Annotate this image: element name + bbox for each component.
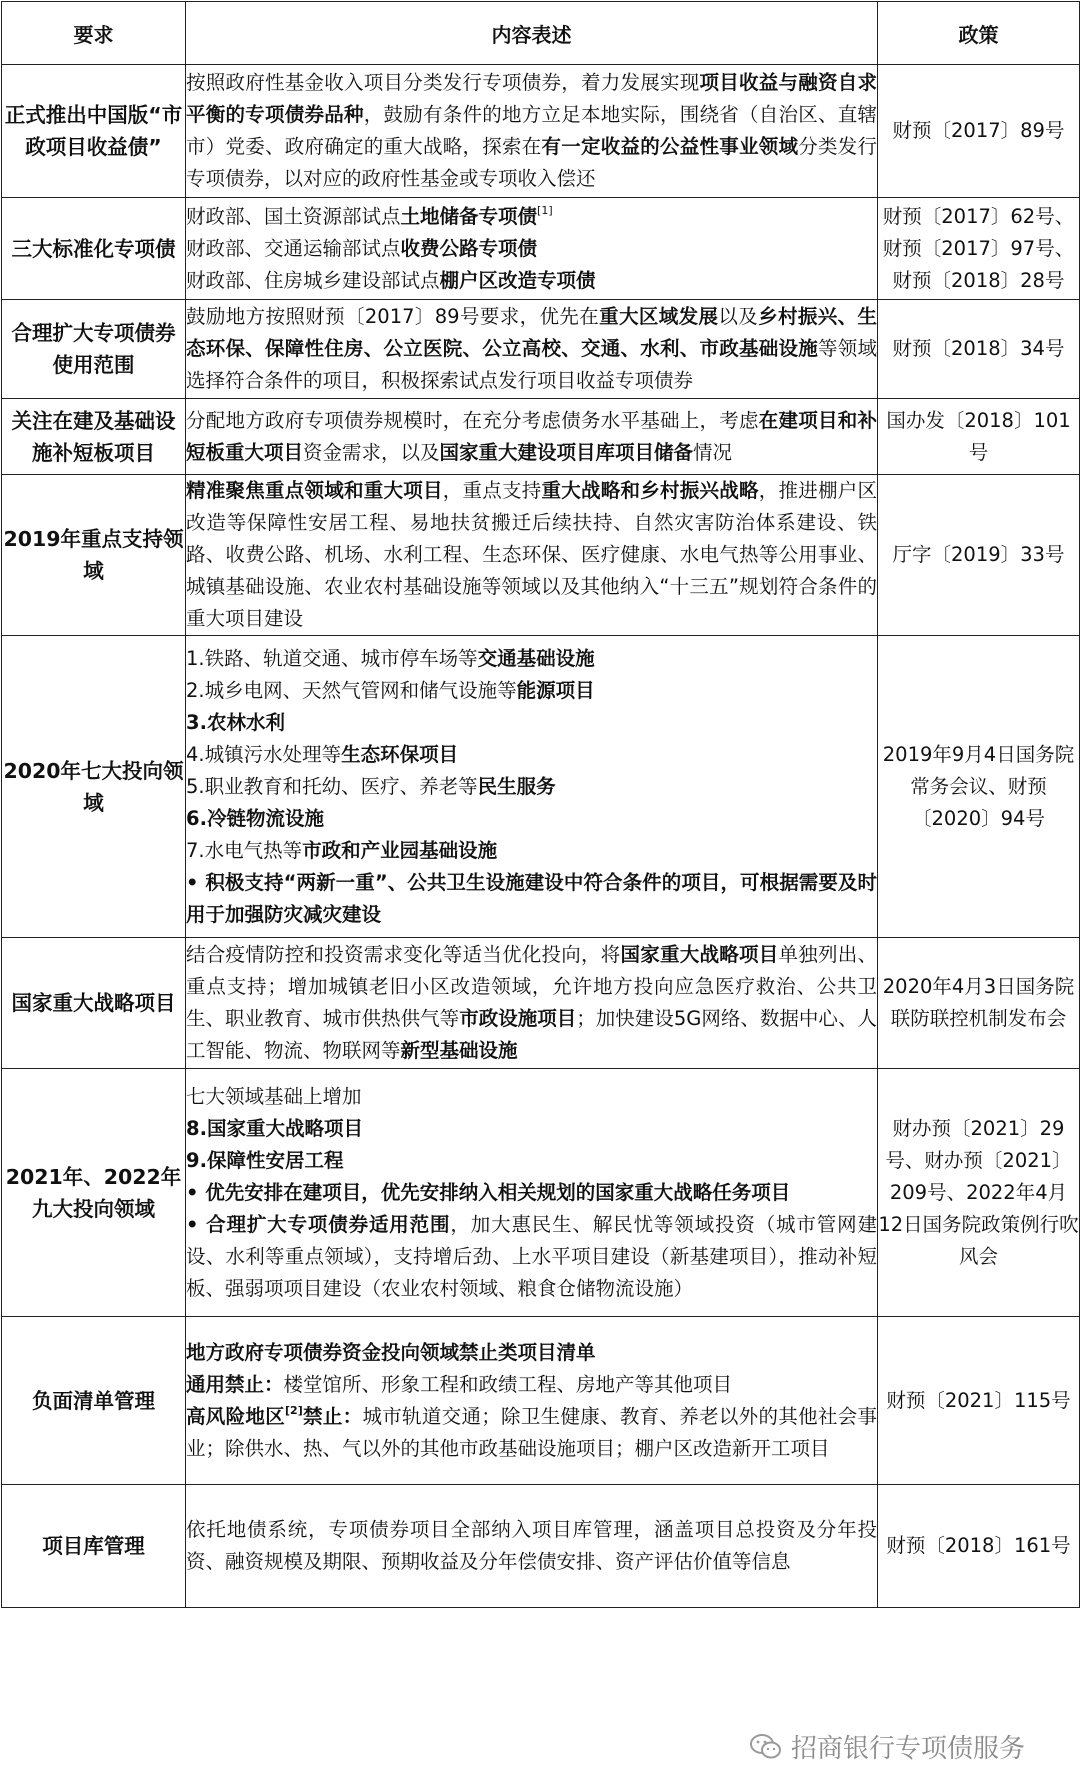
row-content: 精准聚焦重点领域和重大项目，重点支持重大战略和乡村振兴战略，推进棚户区改造等保障性安居工程、易地扶贫搬迁后续扶持、自然灾害防治体系建设、铁路、收费公路、机场、水利工程、生态环保、医疗健康、水电气热等公用事业、城镇基础设施、农业农村基础设施等领域以及其他纳入“十三五”规划符合条件的重大项目建设 [186, 475, 878, 636]
policy-table [1, 1, 1080, 1608]
watermark [749, 1728, 1025, 1765]
row-policy: 2019年9月4日国务院常务会议、财预〔2020〕94号 [878, 636, 1080, 938]
watermark-text: 招商银行专项债服务 [790, 1734, 1025, 1764]
table-row [2, 1485, 1080, 1608]
table-row [2, 938, 1080, 1069]
row-req: 关注在建及基础设施补短板项目 [2, 399, 186, 475]
row-content: 按照政府性基金收入项目分类发行专项债券，着力发展实现项目收益与融资自求平衡的专项债券品种，鼓励有条件的地方立足本地实际，围绕省（自治区、直辖市）党委、政府确定的重大战略，探索在有一定收益的公益性事业领域分类发行专项债券，以对应的政府性基金或专项收入偿还 [186, 65, 878, 198]
row-content: 依托地债系统，专项债券项目全部纳入项目库管理，涵盖项目总投资及分年投资、融资规模及期限、预期收益及分年偿债安排、资产评估价值等信息 [186, 1485, 878, 1608]
row-policy: 财预〔2021〕115号 [878, 1317, 1080, 1485]
table-row [2, 198, 1080, 300]
table-row [2, 300, 1080, 399]
table-row [2, 65, 1080, 198]
row-req: 合理扩大专项债券使用范围 [2, 300, 186, 399]
row-policy: 财办预〔2021〕29号、财办预〔2021〕209号、2022年4月12日国务院政策例行吹风会 [878, 1069, 1080, 1317]
table-row [2, 1069, 1080, 1317]
row-req: 三大标准化专项债 [2, 198, 186, 300]
row-content: 地方政府专项债券资金投向领域禁止类项目清单 通用禁止：楼堂馆所、形象工程和政绩工程、房地产等其他项目 高风险地区[2]禁止：城市轨道交通；除卫生健康、教育、养老以外的其他社会事业；除供水、热、气以外的其他市政基础设施项目；棚户区改造新开工项目 [186, 1317, 878, 1485]
row-content: 1.铁路、轨道交通、城市停车场等交通基础设施 2.城乡电网、天然气管网和储气设施等能源项目 3.农林水利 4.城镇污水处理等生态环保项目 5.职业教育和托幼、医疗、养老等民生服务 6.冷链物流设施 7.水电气热等市政和产业园基础设施 • 积极支持“两新一重”、公共卫生设施建设中符合条件的项目，可根据需要及时用于加强防灾减灾建设 [186, 636, 878, 938]
table-row [2, 399, 1080, 475]
row-req: 项目库管理 [2, 1485, 186, 1608]
table-row [2, 636, 1080, 938]
table-row [2, 475, 1080, 636]
row-req: 2021年、2022年九大投向领域 [2, 1069, 186, 1317]
row-content: 鼓励地方按照财预〔2017〕89号要求，优先在重大区域发展以及乡村振兴、生态环保、保障性住房、公立医院、公立高校、交通、水利、市政基础设施等领域选择符合条件的项目，积极探索试点发行项目收益专项债券 [186, 300, 878, 399]
header-policy: 政策 [878, 2, 1080, 65]
row-req: 正式推出中国版“市政项目收益债” [2, 65, 186, 198]
row-content: 结合疫情防控和投资需求变化等适当优化投向，将国家重大战略项目单独列出、重点支持；增加城镇老旧小区改造领域，允许地方投向应急医疗救治、公共卫生、职业教育、城市供热供气等市政设施项目；加快建设5G网络、数据中心、人工智能、物流、物联网等新型基础设施 [186, 938, 878, 1069]
row-policy: 财预〔2017〕89号 [878, 65, 1080, 198]
row-req: 国家重大战略项目 [2, 938, 186, 1069]
header-content: 内容表述 [186, 2, 878, 65]
row-req: 负面清单管理 [2, 1317, 186, 1485]
row-policy: 财预〔2018〕34号 [878, 300, 1080, 399]
table-row [2, 1317, 1080, 1485]
wechat-icon [749, 1733, 783, 1761]
row-req: 2020年七大投向领域 [2, 636, 186, 938]
row-content: 分配地方政府专项债券规模时，在充分考虑债务水平基础上，考虑在建项目和补短板重大项目资金需求，以及国家重大建设项目库项目储备情况 [186, 399, 878, 475]
row-policy: 财预〔2017〕62号、 财预〔2017〕97号、 财预〔2018〕28号 [878, 198, 1080, 300]
row-content: 七大领域基础上增加 8.国家重大战略项目 9.保障性安居工程 • 优先安排在建项目，优先安排纳入相关规划的国家重大战略任务项目 • 合理扩大专项债券适用范围，加大惠民生、解民忧等领域投资（城市管网建设、水利等重点领域），支持增后劲、上水平项目建设（新基建项目），推动补短板、强弱项项目建设（农业农村领域、粮食仓储物流设施） [186, 1069, 878, 1317]
header-req: 要求 [2, 2, 186, 65]
row-policy: 财预〔2018〕161号 [878, 1485, 1080, 1608]
row-policy: 国办发〔2018〕101号 [878, 399, 1080, 475]
row-req: 2019年重点支持领域 [2, 475, 186, 636]
header-row [2, 2, 1080, 65]
row-content: 财政部、国土资源部试点土地储备专项债[1] 财政部、交通运输部试点收费公路专项债 财政部、住房城乡建设部试点棚户区改造专项债 [186, 198, 878, 300]
row-policy: 2020年4月3日国务院联防联控机制发布会 [878, 938, 1080, 1069]
row-policy: 厅字〔2019〕33号 [878, 475, 1080, 636]
